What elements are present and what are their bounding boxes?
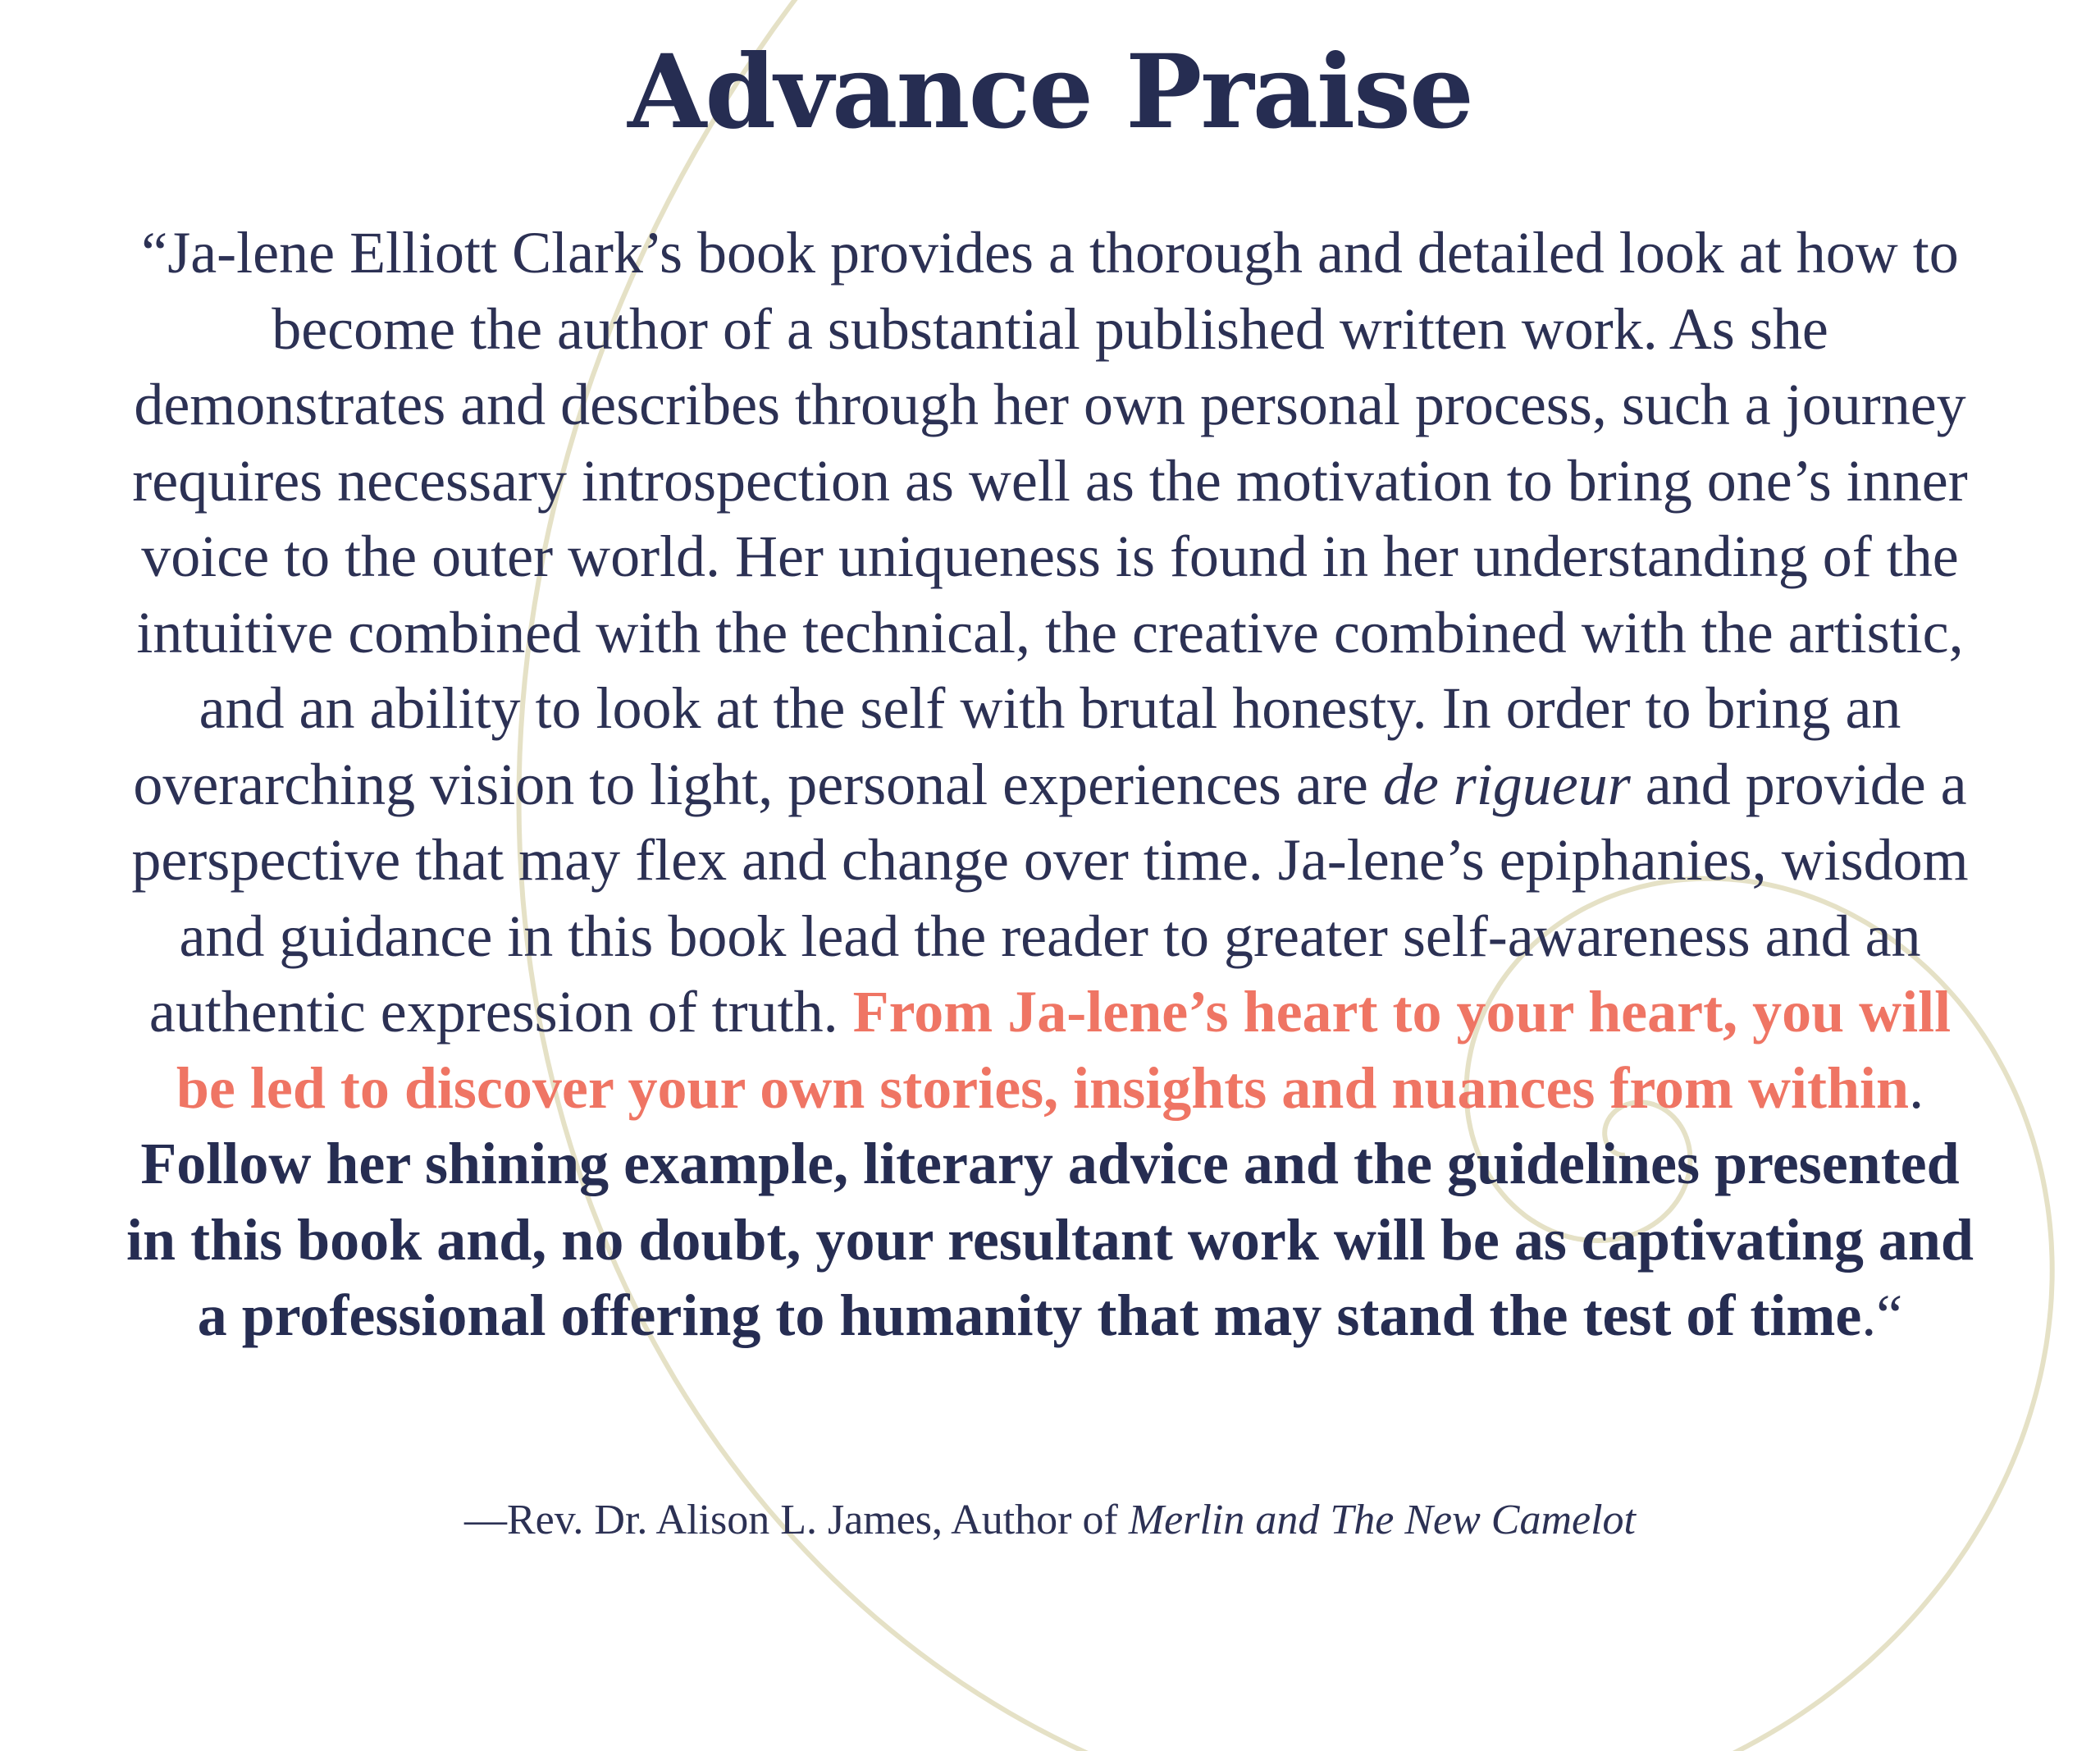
quote-separator: . <box>1909 1054 1924 1121</box>
page-title: Advance Praise <box>628 33 1472 152</box>
quote-ending: .“ <box>1861 1282 1903 1348</box>
attribution-author: —Rev. Dr. Alison L. James, Author of <box>464 1497 1129 1543</box>
quote-italic-phrase: de rigueur <box>1382 751 1631 817</box>
quote-highlight: From Ja-lene’s heart to your heart, you will be led to discover your own stories, insights and nuances from within <box>176 979 1952 1121</box>
quote-attribution <box>0 1492 2100 1549</box>
praise-quote <box>123 215 1977 1354</box>
quote-text-part-1: “Ja-lene Elliott Clark’s book provides a thorough and detailed look at how to become the author of a substantial published written work. As she demonstrates and describes through her own personal process, such a journey requires necessary introspection as well as the motivation to bring one’s inner voice to the outer world. Her uniqueness is found in her understanding of the intuitive combined with the technical, the creative combined with the artistic, and an ability to look at the self with brutal honesty. In order to bring an overarching vision to light, personal experiences are <box>132 220 1968 817</box>
quote-bold-closing: Follow her shining example, literary advice and the guidelines presented in this book and, no doubt, your resultant work will be as captivating and a professional offering to humanity that may stand the test of time <box>126 1131 1974 1348</box>
quote-text-part-2: and provide a perspective that may flex and change over time. Ja-lene’s epiphanies, wisdom and guidance in this book lead the reader to greater self-awareness and an authentic expression of truth. <box>131 751 1969 1045</box>
attribution-book-title: Merlin and The New Camelot <box>1128 1497 1636 1543</box>
